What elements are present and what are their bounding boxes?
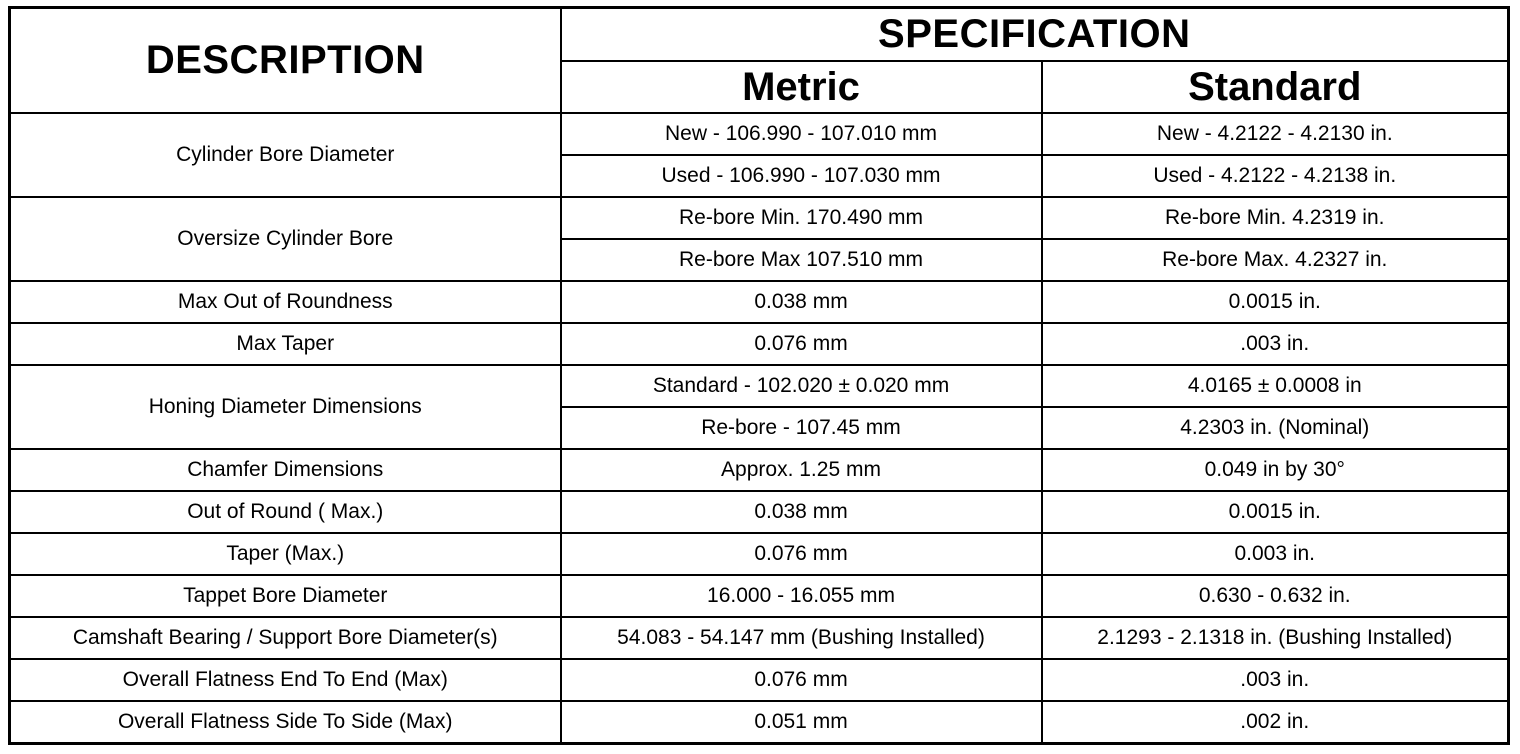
description-cell: Camshaft Bearing / Support Bore Diameter(s) bbox=[10, 617, 561, 659]
metric-header: Metric bbox=[561, 61, 1042, 113]
table-body bbox=[10, 113, 1509, 744]
table-row bbox=[10, 323, 1509, 365]
table-row bbox=[10, 113, 1509, 155]
standard-value-cell: New - 4.2122 - 4.2130 in. bbox=[1042, 113, 1509, 155]
standard-value-cell: 2.1293 - 2.1318 in. (Bushing Installed) bbox=[1042, 617, 1509, 659]
standard-value-cell: 0.630 - 0.632 in. bbox=[1042, 575, 1509, 617]
metric-value-cell: Re-bore - 107.45 mm bbox=[561, 407, 1042, 449]
standard-value-cell: 0.0015 in. bbox=[1042, 281, 1509, 323]
table-row bbox=[10, 449, 1509, 491]
metric-value-cell: Re-bore Max 107.510 mm bbox=[561, 239, 1042, 281]
metric-value-cell: 0.051 mm bbox=[561, 701, 1042, 744]
description-cell: Oversize Cylinder Bore bbox=[10, 197, 561, 281]
standard-header: Standard bbox=[1042, 61, 1509, 113]
standard-value-cell: Re-bore Max. 4.2327 in. bbox=[1042, 239, 1509, 281]
description-cell: Overall Flatness Side To Side (Max) bbox=[10, 701, 561, 744]
description-header: DESCRIPTION bbox=[10, 8, 561, 114]
description-cell: Cylinder Bore Diameter bbox=[10, 113, 561, 197]
standard-value-cell: 0.049 in by 30° bbox=[1042, 449, 1509, 491]
table-row bbox=[10, 281, 1509, 323]
standard-value-cell: 0.003 in. bbox=[1042, 533, 1509, 575]
table-row bbox=[10, 491, 1509, 533]
specification-header: SPECIFICATION bbox=[561, 8, 1509, 62]
standard-value-cell: .002 in. bbox=[1042, 701, 1509, 744]
table-row bbox=[10, 701, 1509, 744]
metric-value-cell: 54.083 - 54.147 mm (Bushing Installed) bbox=[561, 617, 1042, 659]
metric-value-cell: Standard - 102.020 ± 0.020 mm bbox=[561, 365, 1042, 407]
table-row bbox=[10, 617, 1509, 659]
description-cell: Chamfer Dimensions bbox=[10, 449, 561, 491]
table-row bbox=[10, 575, 1509, 617]
description-cell: Tappet Bore Diameter bbox=[10, 575, 561, 617]
table-row bbox=[10, 533, 1509, 575]
metric-value-cell: 0.038 mm bbox=[561, 491, 1042, 533]
metric-value-cell: 0.038 mm bbox=[561, 281, 1042, 323]
standard-value-cell: 0.0015 in. bbox=[1042, 491, 1509, 533]
description-cell: Out of Round ( Max.) bbox=[10, 491, 561, 533]
standard-value-cell: 4.0165 ± 0.0008 in bbox=[1042, 365, 1509, 407]
standard-value-cell: Used - 4.2122 - 4.2138 in. bbox=[1042, 155, 1509, 197]
standard-value-cell: Re-bore Min. 4.2319 in. bbox=[1042, 197, 1509, 239]
description-cell: Taper (Max.) bbox=[10, 533, 561, 575]
metric-value-cell: 16.000 - 16.055 mm bbox=[561, 575, 1042, 617]
metric-value-cell: Approx. 1.25 mm bbox=[561, 449, 1042, 491]
table-row bbox=[10, 365, 1509, 407]
header-row-top bbox=[10, 8, 1509, 62]
metric-value-cell: 0.076 mm bbox=[561, 659, 1042, 701]
metric-value-cell: New - 106.990 - 107.010 mm bbox=[561, 113, 1042, 155]
standard-value-cell: 4.2303 in. (Nominal) bbox=[1042, 407, 1509, 449]
metric-value-cell: 0.076 mm bbox=[561, 533, 1042, 575]
specification-table bbox=[8, 6, 1510, 745]
table-row bbox=[10, 197, 1509, 239]
metric-value-cell: Re-bore Min. 170.490 mm bbox=[561, 197, 1042, 239]
description-cell: Honing Diameter Dimensions bbox=[10, 365, 561, 449]
description-cell: Overall Flatness End To End (Max) bbox=[10, 659, 561, 701]
metric-value-cell: Used - 106.990 - 107.030 mm bbox=[561, 155, 1042, 197]
description-cell: Max Taper bbox=[10, 323, 561, 365]
table-row bbox=[10, 659, 1509, 701]
standard-value-cell: .003 in. bbox=[1042, 323, 1509, 365]
standard-value-cell: .003 in. bbox=[1042, 659, 1509, 701]
description-cell: Max Out of Roundness bbox=[10, 281, 561, 323]
metric-value-cell: 0.076 mm bbox=[561, 323, 1042, 365]
